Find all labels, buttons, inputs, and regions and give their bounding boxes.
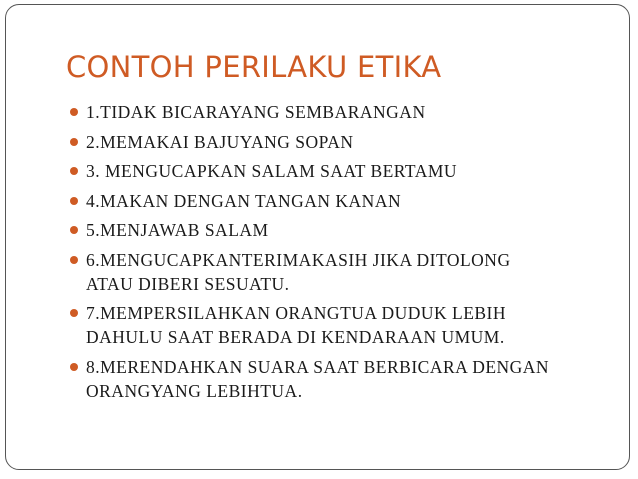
list-item-text: 6.MENGUCAPKANTERIMAKASIH JIKA DITOLONG ATAU DIBERI SESUATU. <box>86 249 511 294</box>
slide-title: CONTOH PERILAKU ETIKA <box>66 50 442 84</box>
bullet-icon <box>70 108 78 116</box>
bullet-icon <box>70 309 78 317</box>
bullet-icon <box>70 167 78 175</box>
list-item <box>70 355 615 403</box>
bullet-icon <box>70 226 78 234</box>
bullet-icon <box>70 363 78 371</box>
list-item <box>70 189 615 213</box>
list-item-text: 2.MEMAKAI BAJUYANG SOPAN <box>86 131 354 152</box>
list-item-text: 4.MAKAN DENGAN TANGAN KANAN <box>86 190 402 211</box>
list-item-text: 3. MENGUCAPKAN SALAM SAAT BERTAMU <box>86 161 458 181</box>
list-item-text: 8.MERENDAHKAN SUARA SAAT BERBICARA DENGAN ORANGYANG LEBIHTUA. <box>86 356 550 401</box>
list-item <box>70 301 615 349</box>
list-item-text: 1.TIDAK BICARAYANG SEMBARANGAN <box>86 102 426 122</box>
list-item <box>70 218 615 242</box>
list-item <box>70 159 615 183</box>
list-item-text: 5.MENJAWAB SALAM <box>86 220 269 240</box>
list-item-text: 7.MEMPERSILAHKAN ORANGTUA DUDUK LEBIH DAHULU SAAT BERADA DI KENDARAAN UMUM. <box>86 303 507 347</box>
list-item <box>70 130 615 154</box>
bullet-list <box>70 100 615 408</box>
list-item <box>70 100 615 124</box>
bullet-icon <box>70 197 78 205</box>
list-item <box>70 248 615 296</box>
bullet-icon <box>70 138 78 146</box>
bullet-icon <box>70 256 78 264</box>
